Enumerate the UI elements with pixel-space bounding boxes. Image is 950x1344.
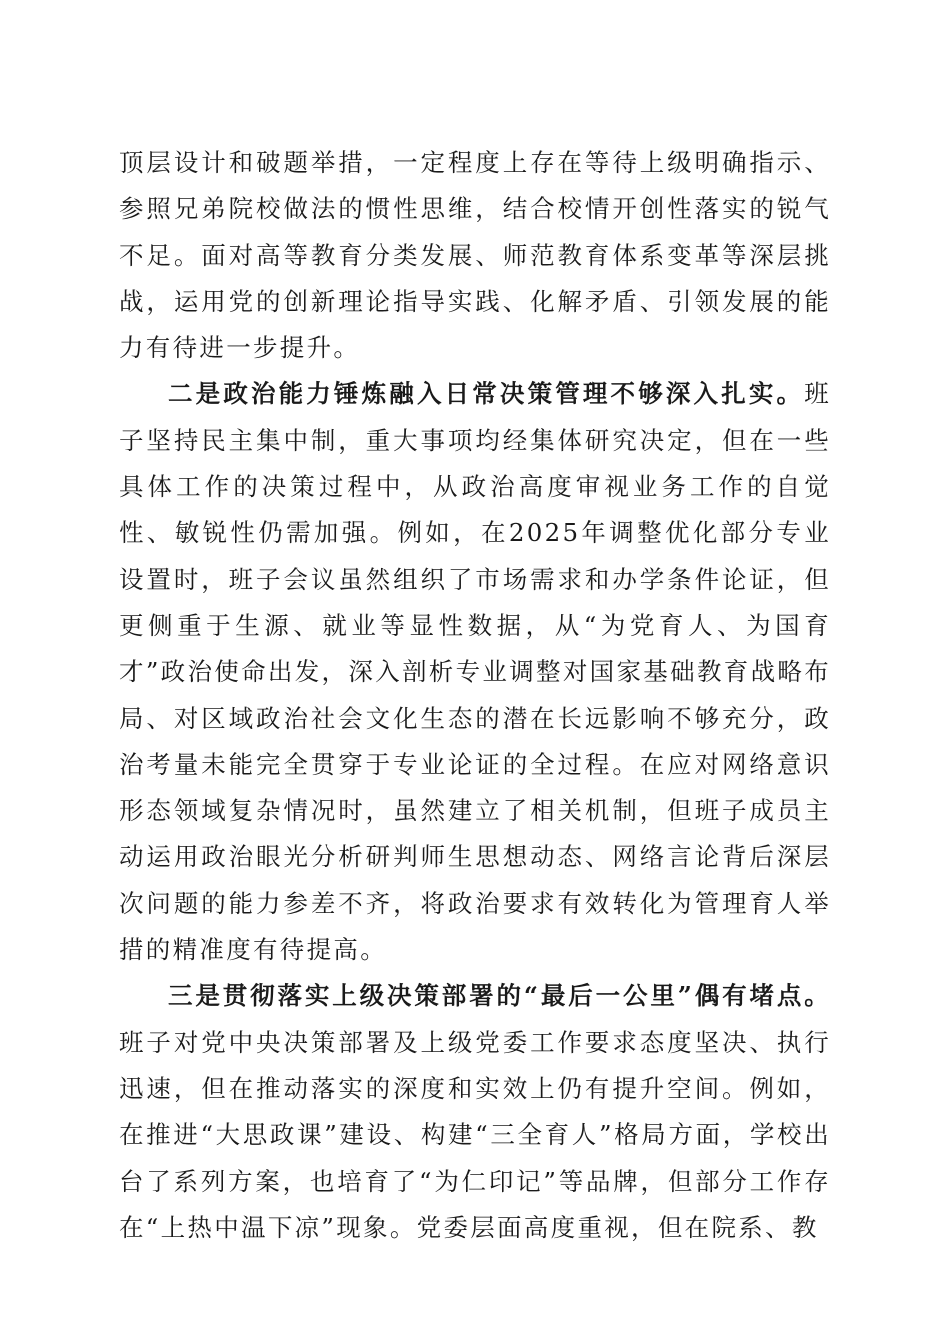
paragraph-2-text: 班子坚持民主集中制，重大事项均经集体研究决定，但在一些具体工作的决策过程中，从政治高度审视业务工作的自觉性、敏锐性仍需加强。例如，在2025年调整优化部分专业设置时，班子会议虽然组织了市场需求和办学条件论证，但更侧重于生源、就业等显性数据，从“为党育人、为国育才”政治使命出发，深入剖析专业调整对国家基础教育战略布局、对区域政治社会文化生态的潜在长远影响不够充分，政治考量未能完全贯穿于专业论证的全过程。在应对网络意识形态领域复杂情况时，虽然建立了相关机制，但班子成员主动运用政治眼光分析研判师生思想动态、网络言论背后深层次问题的能力参差不齐，将政治要求有效转化为管理育人举措的精准度有待提高。	[119, 379, 831, 965]
paragraph-2	[119, 371, 831, 973]
paragraph-3	[119, 973, 831, 1251]
paragraph-3-heading: 三是贯彻落实上级决策部署的“最后一公里”偶有堵点。	[168, 981, 831, 1011]
paragraph-1-text: 顶层设计和破题举措，一定程度上存在等待上级明确指示、参照兄弟院校做法的惯性思维，结合校情开创性落实的锐气不足。面对高等教育分类发展、师范教育体系变革等深层挑战，运用党的创新理论指导实践、化解矛盾、引领发展的能力有待进一步提升。	[119, 148, 831, 363]
document-body	[119, 140, 831, 1251]
paragraph-3-text: 班子对党中央决策部署及上级党委工作要求态度坚决、执行迅速，但在推动落实的深度和实效上仍有提升空间。例如，在推进“大思政课”建设、构建“三全育人”格局方面，学校出台了系列方案，也培育了“为仁印记”等品牌，但部分工作存在“上热中温下凉”现象。党委层面高度重视，但在院系、教	[119, 1027, 831, 1242]
paragraph-2-heading: 二是政治能力锤炼融入日常决策管理不够深入扎实。	[168, 379, 805, 409]
paragraph-1	[119, 140, 831, 371]
